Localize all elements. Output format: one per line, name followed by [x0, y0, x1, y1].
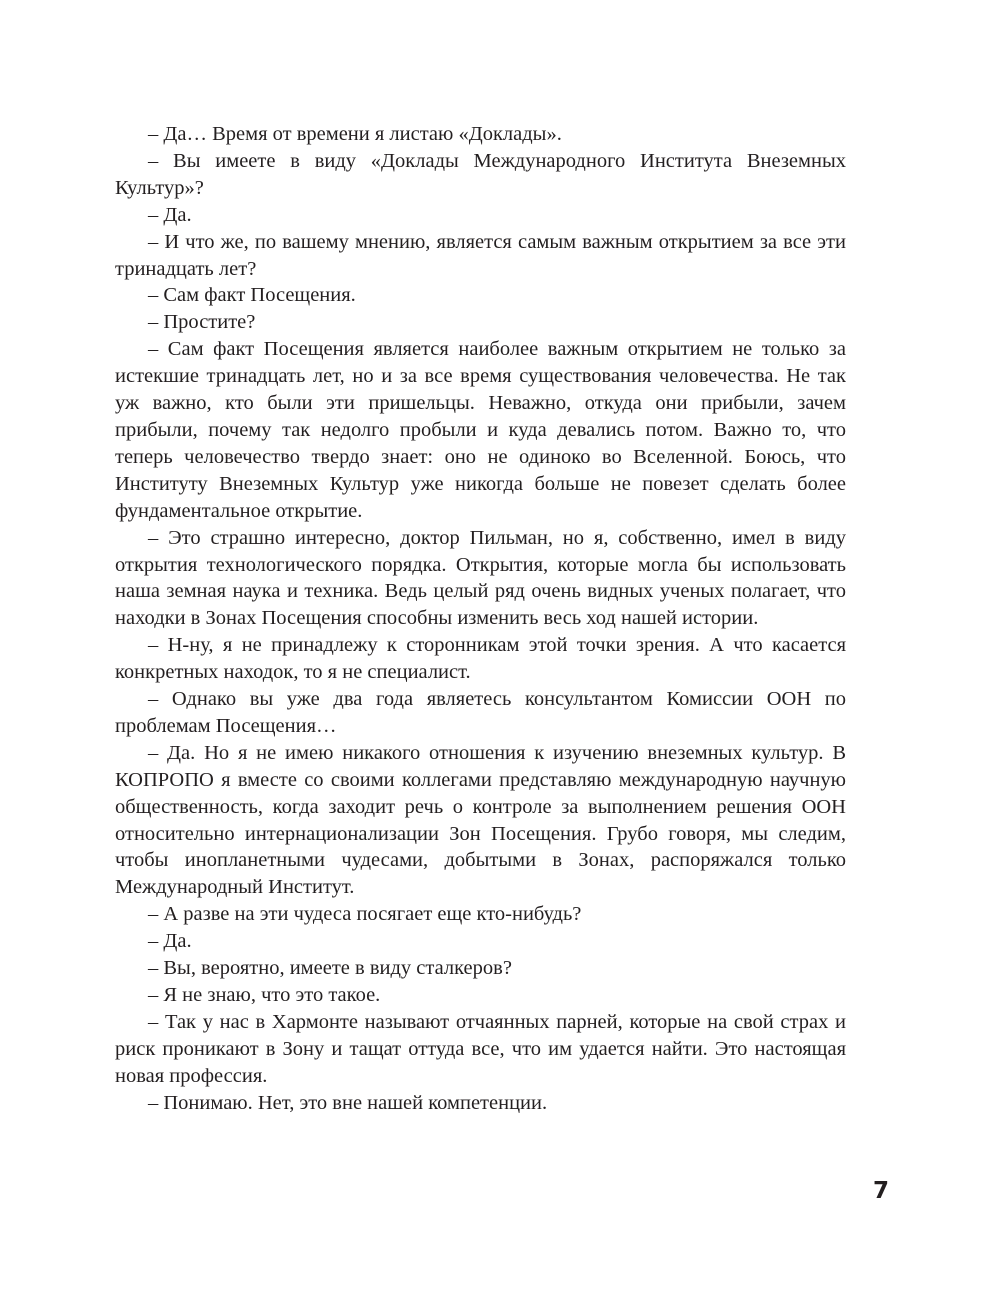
page-body	[115, 121, 846, 1117]
paragraph: – Я не знаю, что это такое.	[148, 984, 381, 1006]
paragraph: – Понимаю. Нет, это вне нашей компетенции.	[148, 1091, 548, 1114]
paragraph: – Да.	[148, 203, 192, 226]
paragraph: – Да… Время от времени я листаю «Доклады».	[148, 123, 562, 145]
paragraph: – Сам факт Посещения.	[148, 284, 356, 307]
paragraph: – Вы, вероятно, имеете в виду сталкеров?	[148, 957, 512, 980]
paragraph: – Да. Но я не имею никакого отношения к изучению внеземных культур. В КОПРОПО я вместе со своими коллегами представляю международную научную общественность, когда заходит речь о контроле за выполнением решения ООН относительно интернационализации Зон Посещения. Грубо говоря, мы следим, чтобы инопланетными чудесами, добытыми в Зонах, распоряжался только Международный Институт.	[115, 741, 846, 899]
paragraph: – Сам факт Посещения является наиболее важным открытием не только за истекшие тринадцать лет, но и за все время существования человечества. Не так уж важно, кто были эти пришельцы. Неважно, откуда они прибыли, зачем прибыли, почему так недолго пробыли и куда девались потом. Важно то, что теперь человечество твердо знает: оно не одиноко во Вселенной. Боюсь, что Институту Внеземных Культур уже никогда больше не повезет сделать более фундаментальное открытие.	[115, 338, 846, 522]
paragraph: – А разве на эти чудеса посягает еще кто-нибудь?	[148, 903, 582, 926]
paragraph: – Это страшно интересно, доктор Пильман, но я, собственно, имел в виду открытия технологического порядка. Открытия, которые могла бы использовать наша земная наука и техника. Ведь целый ряд очень видных ученых полагает, что находки в Зонах Посещения способны изменить весь ход нашей истории.	[115, 526, 846, 630]
paragraph: – Так у нас в Хармонте называют отчаянных парней, которые на свой страх и риск проникают в Зону и тащат оттуда все, что им удается найти. Это настоящая новая профессия.	[115, 1010, 846, 1087]
paragraph: – Однако вы уже два года являетесь консультантом Комиссии ООН по проблемам Посещения…	[115, 688, 846, 737]
paragraph: – И что же, по вашему мнению, является самым важным открытием за все эти тринадцать лет?	[115, 230, 846, 280]
paragraph: – Простите?	[148, 311, 256, 334]
paragraph: – Да.	[148, 930, 192, 953]
page-number: 7	[873, 1178, 890, 1204]
paragraph: – Н-ну, я не принадлежу к сторонникам этой точки зрения. А что касается конкретных находок, то я не специалист.	[115, 634, 846, 684]
paragraph: – Вы имеете в виду «Доклады Международного Института Внеземных Культур»?	[115, 149, 846, 199]
